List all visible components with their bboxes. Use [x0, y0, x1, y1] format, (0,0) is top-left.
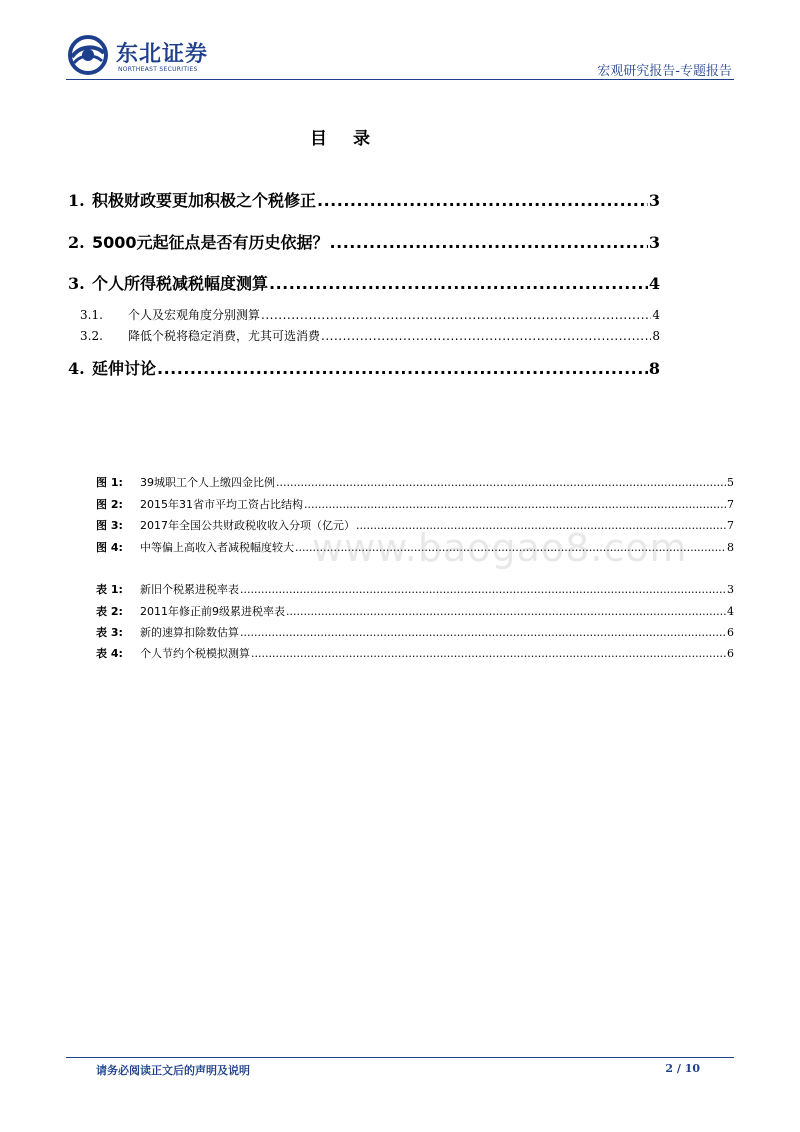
toc-leader-dots: [321, 329, 651, 343]
figure-list-item-2[interactable]: [96, 496, 734, 512]
figure-page: 5: [727, 476, 734, 489]
toc-entry-2[interactable]: [68, 230, 660, 253]
figure-title: 2015年31省市平均工资占比结构: [140, 498, 303, 511]
page-header: [66, 30, 734, 82]
company-name-en: NORTHEAST SECURITIES: [118, 66, 198, 73]
toc-leader-dots: [269, 274, 648, 293]
table-page: 3: [727, 583, 734, 596]
table-title: 2011年修正前9级累进税率表: [140, 605, 285, 618]
toc-entry-page: 4: [652, 308, 660, 322]
figure-label: 图 4:: [96, 541, 123, 554]
northeast-securities-logo-icon: [66, 35, 110, 75]
table-page: 6: [727, 626, 734, 639]
table-page: 4: [727, 605, 734, 618]
toc-entry-text: 个人及宏观角度分别测算: [128, 308, 261, 322]
toc-entry-page: 4: [648, 274, 660, 293]
company-name: 东北证券: [116, 42, 209, 67]
table-title: 新的速算扣除数估算: [140, 626, 239, 639]
toc-entry-3[interactable]: [68, 271, 660, 294]
toc-entry-text: 5000元起征点是否有历史依据？: [92, 233, 329, 252]
toc-entry-text: 降低个税将稳定消费，尤其可选消费: [128, 329, 321, 343]
toc-entry-number: 2.: [68, 233, 85, 252]
toc-entry-1[interactable]: [68, 188, 660, 211]
figure-page: 7: [727, 498, 734, 511]
toc-entry-number: 3.2.: [80, 329, 103, 343]
toc-entry-number: 3.: [68, 274, 85, 293]
toc-entry-3-2[interactable]: [80, 327, 660, 344]
company-logo: [66, 35, 266, 75]
toc-entry-page: 8: [652, 329, 660, 343]
figure-label: 图 2:: [96, 498, 123, 511]
table-list-item-2[interactable]: [96, 603, 734, 619]
toc-leader-dots: [276, 476, 726, 489]
toc-leader-dots: [304, 498, 726, 511]
report-type: 宏观研究报告-专题报告: [597, 64, 732, 79]
table-title: 新旧个税累进税率表: [140, 583, 239, 596]
table-list-item-3[interactable]: [96, 624, 734, 640]
figure-label: 图 1:: [96, 476, 123, 489]
header-divider: [66, 79, 734, 80]
figure-page: 8: [727, 541, 734, 554]
table-list-item-1[interactable]: [96, 581, 734, 597]
toc-entry-number: 3.1.: [80, 308, 103, 322]
toc-leader-dots: [251, 647, 726, 660]
toc-entry-4[interactable]: [68, 356, 660, 379]
figure-label: 图 3:: [96, 519, 123, 532]
table-label: 表 4:: [96, 647, 123, 660]
table-label: 表 1:: [96, 583, 123, 596]
toc-entry-page: 8: [648, 359, 660, 378]
footer-divider: [66, 1057, 734, 1058]
figure-title: 39城职工个人上缴四金比例: [140, 476, 275, 489]
toc-title: 目 录: [310, 129, 380, 149]
toc-entry-number: 4.: [68, 359, 85, 378]
table-title: 个人节约个税模拟测算: [140, 647, 250, 660]
toc-leader-dots: [286, 605, 726, 618]
toc-entry-text: 延伸讨论: [92, 359, 157, 378]
figure-page: 7: [727, 519, 734, 532]
disclaimer-note: 请务必阅读正文后的声明及说明: [96, 1064, 250, 1077]
toc-leader-dots: [240, 626, 726, 639]
table-label: 表 3:: [96, 626, 123, 639]
page-indicator: 2 / 10: [665, 1062, 700, 1075]
table-page: 6: [727, 647, 734, 660]
toc-leader-dots: [261, 308, 651, 322]
toc-leader-dots: [330, 233, 648, 252]
toc-leader-dots: [317, 191, 648, 210]
toc-entry-text: 积极财政要更加积极之个税修正: [92, 191, 317, 210]
table-list-item-4[interactable]: [96, 645, 734, 661]
toc-leader-dots: [240, 583, 726, 596]
toc-entry-3-1[interactable]: [80, 306, 660, 323]
toc-entry-page: 3: [648, 233, 660, 252]
toc-entry-page: 3: [648, 191, 660, 210]
figure-title: 中等偏上高收入者减税幅度较大: [140, 541, 294, 554]
toc-leader-dots: [157, 359, 648, 378]
toc-entry-text: 个人所得税减税幅度测算: [92, 274, 269, 293]
watermark: www.baogao8.com: [312, 526, 688, 570]
figure-title: 2017年全国公共财政税收收入分项（亿元）: [140, 519, 355, 532]
table-label: 表 2:: [96, 605, 123, 618]
toc-entry-number: 1.: [68, 191, 85, 210]
figure-list-item-1[interactable]: [96, 474, 734, 490]
